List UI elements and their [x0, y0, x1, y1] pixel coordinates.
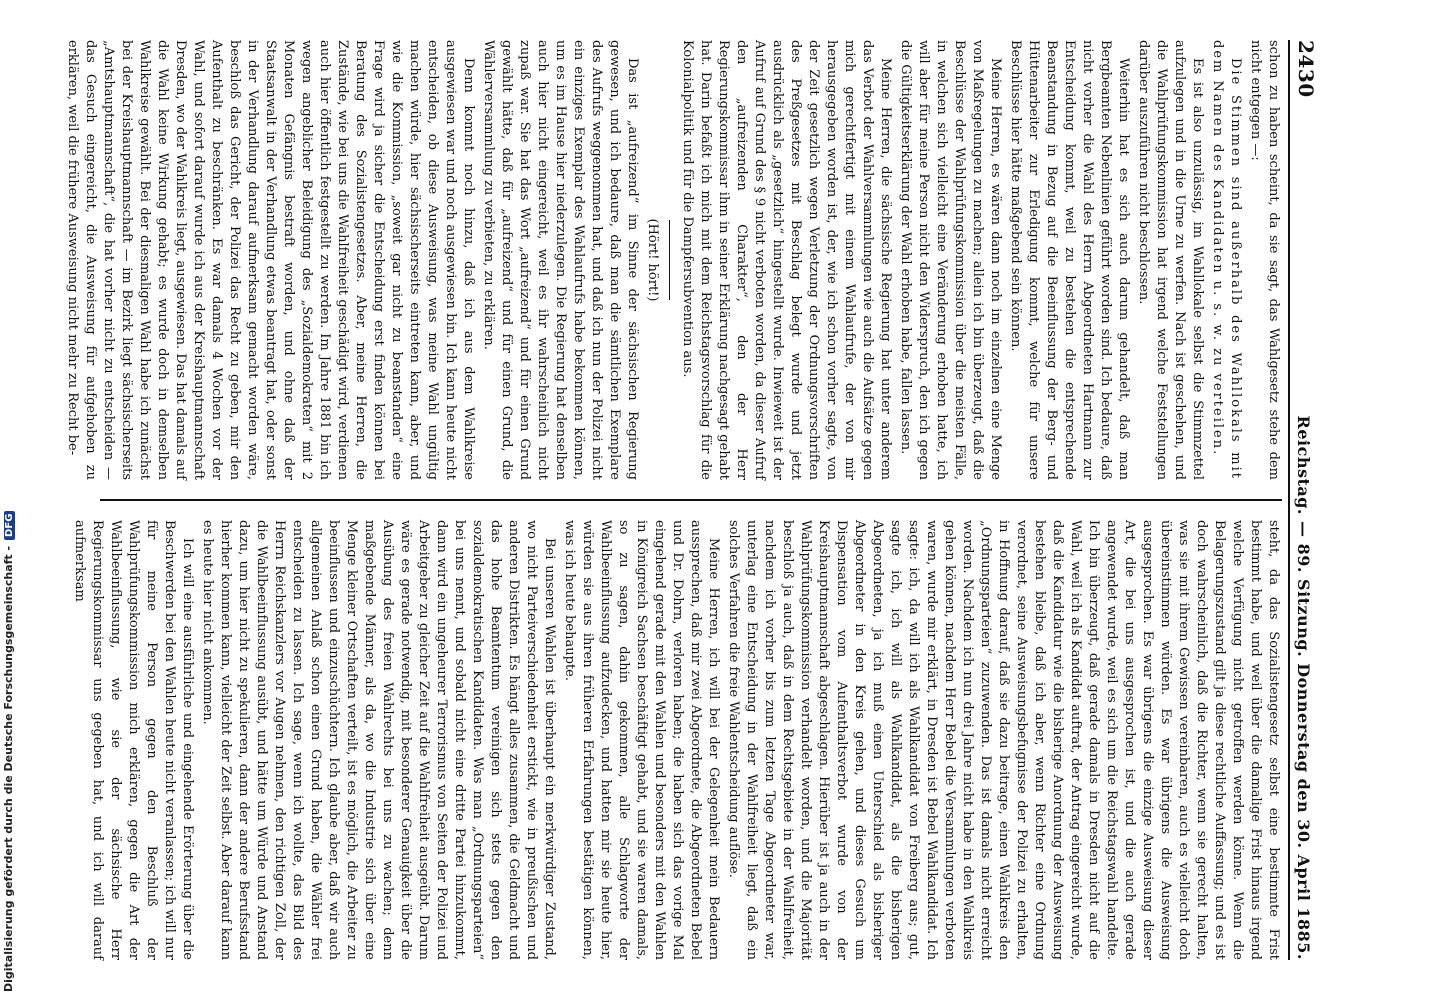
- rotated-page: [65, 0, 1370, 1000]
- paragraph: Meine Herren, ich will bei der Gelegenheit mein Bedauern aussprechen, daß mir zwei Abgeordnete, die Abgeordneten Bebel und Dr. Dohrn, verloren haben; die haben sich das vorige Mal eingehend gerade mit den Wahlen und besonders mit den Wahlen in Königreich Sachsen beschäftigt gehabt, und sie waren damals, so zu sagen, dahin gekommen, alle Schlagworte der Wahlbeeinflussung aufzudecken, und hatten mir sie heute hier, würden sie aus ihren früheren Erfahrungen bestätigen können, was ich heute behaupte.: [562, 520, 721, 960]
- paragraph: Das ist „aufreizend“ im Sinne der sächsischen Regierung gewesen, und ich bedaure, daß man die sämtlichen Exemplare des Aufrufs weggenommen hat, und daß ich nun der Polizei nicht ein einziges Exemplar des Wahlaufrufs habe bekommen können, um es im Hause hier niederzulegen. Die Regierung hat denselben auch hier nicht eingereicht, weil es ihr wahrscheinlich nicht zupaß war. Sie hat das Wort „aufreizend“ und für einen Grund gewählt hätte, daß für „aufreizend“ und für einen Grund, die Wählerversammlung zu verbieten, zu erklären.: [481, 40, 640, 480]
- paragraph: Ich will eine ausführliche und eingehende Erörterung über die Beschwerden bei den Wahlen heute nicht veranlassen; ich will nur für meine Person gegen den Beschluß der Wahlprüfungskommission mich erklären, gegen die Art der Wahlbeeinflussung, wie sie der sächsische Herr Regierungskommissar uns gegeben hat, und ich will darauf aufmerksam: [72, 520, 195, 960]
- interjection-note: (Hört! hört!): [645, 218, 660, 302]
- page-content: [65, 0, 1370, 1000]
- paragraph: Meine Herren, die sächsische Regierung hat unter anderem das Verbot der Wahlversammlungen wie auch die Aufsätze gegen mich gerechtfertigt mit einem Wahlaufrufe, der von mir herausgegeben worden ist, der, wie ich schon vorher sagte, von der Zeit gesetzlich wegen Verletzung der Ordnungsvorschriften des Preßgesetzes mit Beschlag belegt wurde und jetzt ausdrücklich als „gesetzlich“ hingestellt wurde. Inwieweit ist der Aufruf auf Grund des § 9 nicht verboten worden, da dieser Aufruf den „aufreizenden Charakter“, den der Herr Regierungskommissar ihm in seiner Erklärung nachgesagt gehabt hat. Darin befaßt ich mich mit dem Reichstagsvorschlag für die Kolonialpolitik und für die Dampfersubvention aus.: [680, 40, 893, 480]
- running-head: [1294, 40, 1320, 960]
- credit-text-wrapper: [2, 511, 15, 992]
- credit-text: Digitalisierung gefördert durch die Deutsche Forschungsgemeinschaft -: [2, 545, 15, 992]
- paragraph: Die Stimmen sind außerhalb des Wahllokals mit dem Namen des Kandidaten u. s. w. zu verteilen.: [1210, 40, 1243, 480]
- paragraph: Denn kommt noch hinzu, daß ich aus dem Wahlkreise ausgewiesen war und noch ausgewiesen bin. Ich kann heute nicht entscheiden, ob diese Ausweisung, was meine Wahl ungültig machen würde, hier sächsischerseits eintreten kann, aber, und wie die Kommission, „soweit gar nicht zu beanstanden“ eine Frage wird ja sicher die Entscheidung erst finden können bei Beratung des Sozialistengesetzes. Aber, meine Herren, die Zustände, wie bei uns die Wahlfreiheit geschädigt wird, verdienen auch hier öffentlich festgestellt zu werden. Im Jahre 1881 bin ich wegen angeblicher Beleidigung des „Sozialdemokraten“ mit 2 Monaten Gefängnis bestraft worden, und ohne daß der Staatsanwalt in der Verhandlung etwas beantragt hat, oder sonst in der Verhandlung darauf aufmerksam gemacht worden wäre, beschloß das Gericht, der Polizei das Recht zu geben, mir den Aufenthalt zu beschränken. Es war damals 4 Wochen vor der Wahl, und sofort darauf wurde ich aus der Kreishauptmannschaft Dresden, wo der Wahlkreis liegt, ausgewiesen. Das hat damals auf die Wahl keine Wirkung gehabt; es wurde doch in demselben Wahlkreise gewählt. Bei der diesmaligen Wahl habe ich zunächst bei der Kreishauptmannschaft — im Bezirk liegt sächsischerseits „Amtshauptmannschaft“, die hat vorher nicht zu entscheiden — das Gesuch eingereicht, die Ausweisung für aufgehoben zu erklären, weil die frühere Ausweisung nicht mehr zu Recht be-: [65, 40, 476, 480]
- paragraph: Meine Herren, es wären dann noch im einzelnen eine Menge von Maßregelungen zu machen; allein ich bin überzeugt, daß die Beschlüsse der Wahlprüfungskommission über die meisten Fälle, in welchen sich vielleicht eine Veränderung erhoben hatte, ich will aber für meine Person nicht den Widerspruch, den ich gegen die Gültigkeitserklärung der Wahl erhoben habe, fallen lassen.: [898, 40, 1003, 480]
- paragraph: Weiterhin hat es sich auch darum gehandelt, daß man Bergbeamten Nebenlinien geführt worden sind. Ich bedaure, daß nicht vorher die Wahl des Herrn Abgeordneten Hartmann zur Entscheidung kommt, weil zu bestehen die entsprechende Beanstandung in Bezug auf die Beeinflussung der Berg- und Hüttenarbeiter zur Erledigung kommt, welche für unsere Beschlüsse hier hätte maßgebend sein können.: [1008, 40, 1131, 480]
- header-rule: [1288, 40, 1290, 960]
- section-rule: [669, 220, 670, 300]
- paragraph: schon zu haben scheint, da sie sagt, das Wahlgesetz stehe dem nicht entgegen —:: [1248, 40, 1281, 480]
- digitization-credit: [0, 0, 18, 1000]
- dfg-logo: DFG: [4, 511, 15, 540]
- column-divider: [100, 499, 1282, 501]
- paragraph: steht, da das Sozialistengesetz selbst eine bestimmte Frist bestimmt habe, und weil über die damalige Frist hinaus irgend welche Verfügung nicht getroffen werden könne. Wenn die Belagerungszustand gilt ja diese rechtliche Auffassung; und es ist doch wahrscheinlich, daß die Richter, wenn sie gerecht halten, was sie mit ihrem Gewissen vereinbaren, auch es vielleicht doch übereinstimmen würden. Es war übrigens die Ausweisung ausgesprochen. Es war übrigens die einzige Ausweisung dieser Art, die bei uns ausgesprochen ist, und die auch gerade angewendet wurde, weil es sich um die Reichstagswahl handelte. Ich bin überzeugt, daß gerade damals in Dresden nicht auf die Wahl, weil ich als Kandidat auftrat, der Antrag eingereicht wurde, daß die Kandidatur wie die bisherige Anordnung der Ausweisung bestehen bleibe, daß ich aber, wenn Richter eine Ordnung verordnet, seine Ausweisungsbefugnisse der Polizei zu erhalten, in Hoffnung darauf, daß sie dazu beitrage, einen Wahlkreis den „Ordnungsparteien“ zuzuwenden. Das ist damals nicht erreicht worden. Nachdem ich nun drei Jahre nicht habe in den Wahlkreis gehen können, nachdem Herr Bebel die Versammlungen verboten waren, wurde mir erklärt, in Dresden ist Bebel Wahlkandidat. Ich sagte: ich, da will ich als Wahlkandidat von Freiberg aus; gut, sagte ich, ich will als Wahlkandidat, als die bisherigen Abgeordneten, ja ich muß einen Unterschied als bisheriger Abgeordneter in den Kreis gehen, und dieses Gesuch um Dispensation vom Aufenthaltsverbot wurde von der Kreishauptmannschaft abgeschlagen. Hierüber ist ja auch in der Wahlprüfungskommission verhandelt worden, und die Majorität beschloß ja auch, daß in dem Rechtsgebiete in der Wahlfreiheit, nachdem ich vorher bis zum letzten Tage Abgeordneter war, unterlag eine Entscheidung in der Wahlfreiheit liegt, daß ein solches Verfahren die freie Wahlentscheidung auflöse.: [726, 520, 1281, 960]
- running-title: Reichstag. — 89. Sitzung. Donnerstag den 30. April 1885.: [1294, 415, 1313, 960]
- page-number: 2430: [1294, 40, 1318, 98]
- paragraph: Es ist also unzulässig, im Wahllokale selbst die Stimmzettel aufzulegen und in die Urne zu werfen. Nach ist geschehen, und die Wahlprüfungskommission hat irgend welche Feststellungen darüber auszuführen nicht beschlossen.: [1136, 40, 1205, 480]
- left-column: [65, 40, 1282, 480]
- paragraph: Bei unseren Wahlen ist überhaupt ein merkwürdiger Zustand, wo nicht Parteiverschiedenheit erstickt, wie in preußischen und anderen Distrikten. Es hängt alles zusammen, die Geldmacht und das hohe Beamtentum vereinigen sich stets gegen den sozialdemokratischen Kandidaten. Was man „Ordnungsparteien“ bei uns nennt, und sobald nicht eine dritte Partei hinzukommt, dann wird ein ungeheurer Terrorismus von Seiten der Polizei und Arbeitgeber zu gleicher Zeit auf die Wahlfreiheit ausgeübt. Darum wäre es gerade notwendig, mit besonderer Genauigkeit über die Ausübung des freien Wahlrechts bei uns zu wachen; denn maßgebende Männer, als da, wo die Industrie sich über eine Menge kleiner Ortschaften verteilt, ist es möglich, die Arbeiter zu beeinflussen und einzuschüchtern. Ich glaube aber, daß wir auch allgemeinen Anlaß schon einen Grund haben, die Wähler frei entscheiden zu lassen. Ich sage, wenn ich wollte, das Bild des Herrn Reichskanzlers vor Augen nehmen, den richtigen Zoll, der die Wahlbeeinflussung ausübt, und hätte um Würde und Anstand dazu, um hier nicht zu spekulieren, dann der andere Berufsstand hierher kommen kann, vielleicht der Zeit selbst. Aber darauf kann es heute hier nicht ankommen.: [200, 520, 557, 960]
- right-column: [72, 520, 1282, 960]
